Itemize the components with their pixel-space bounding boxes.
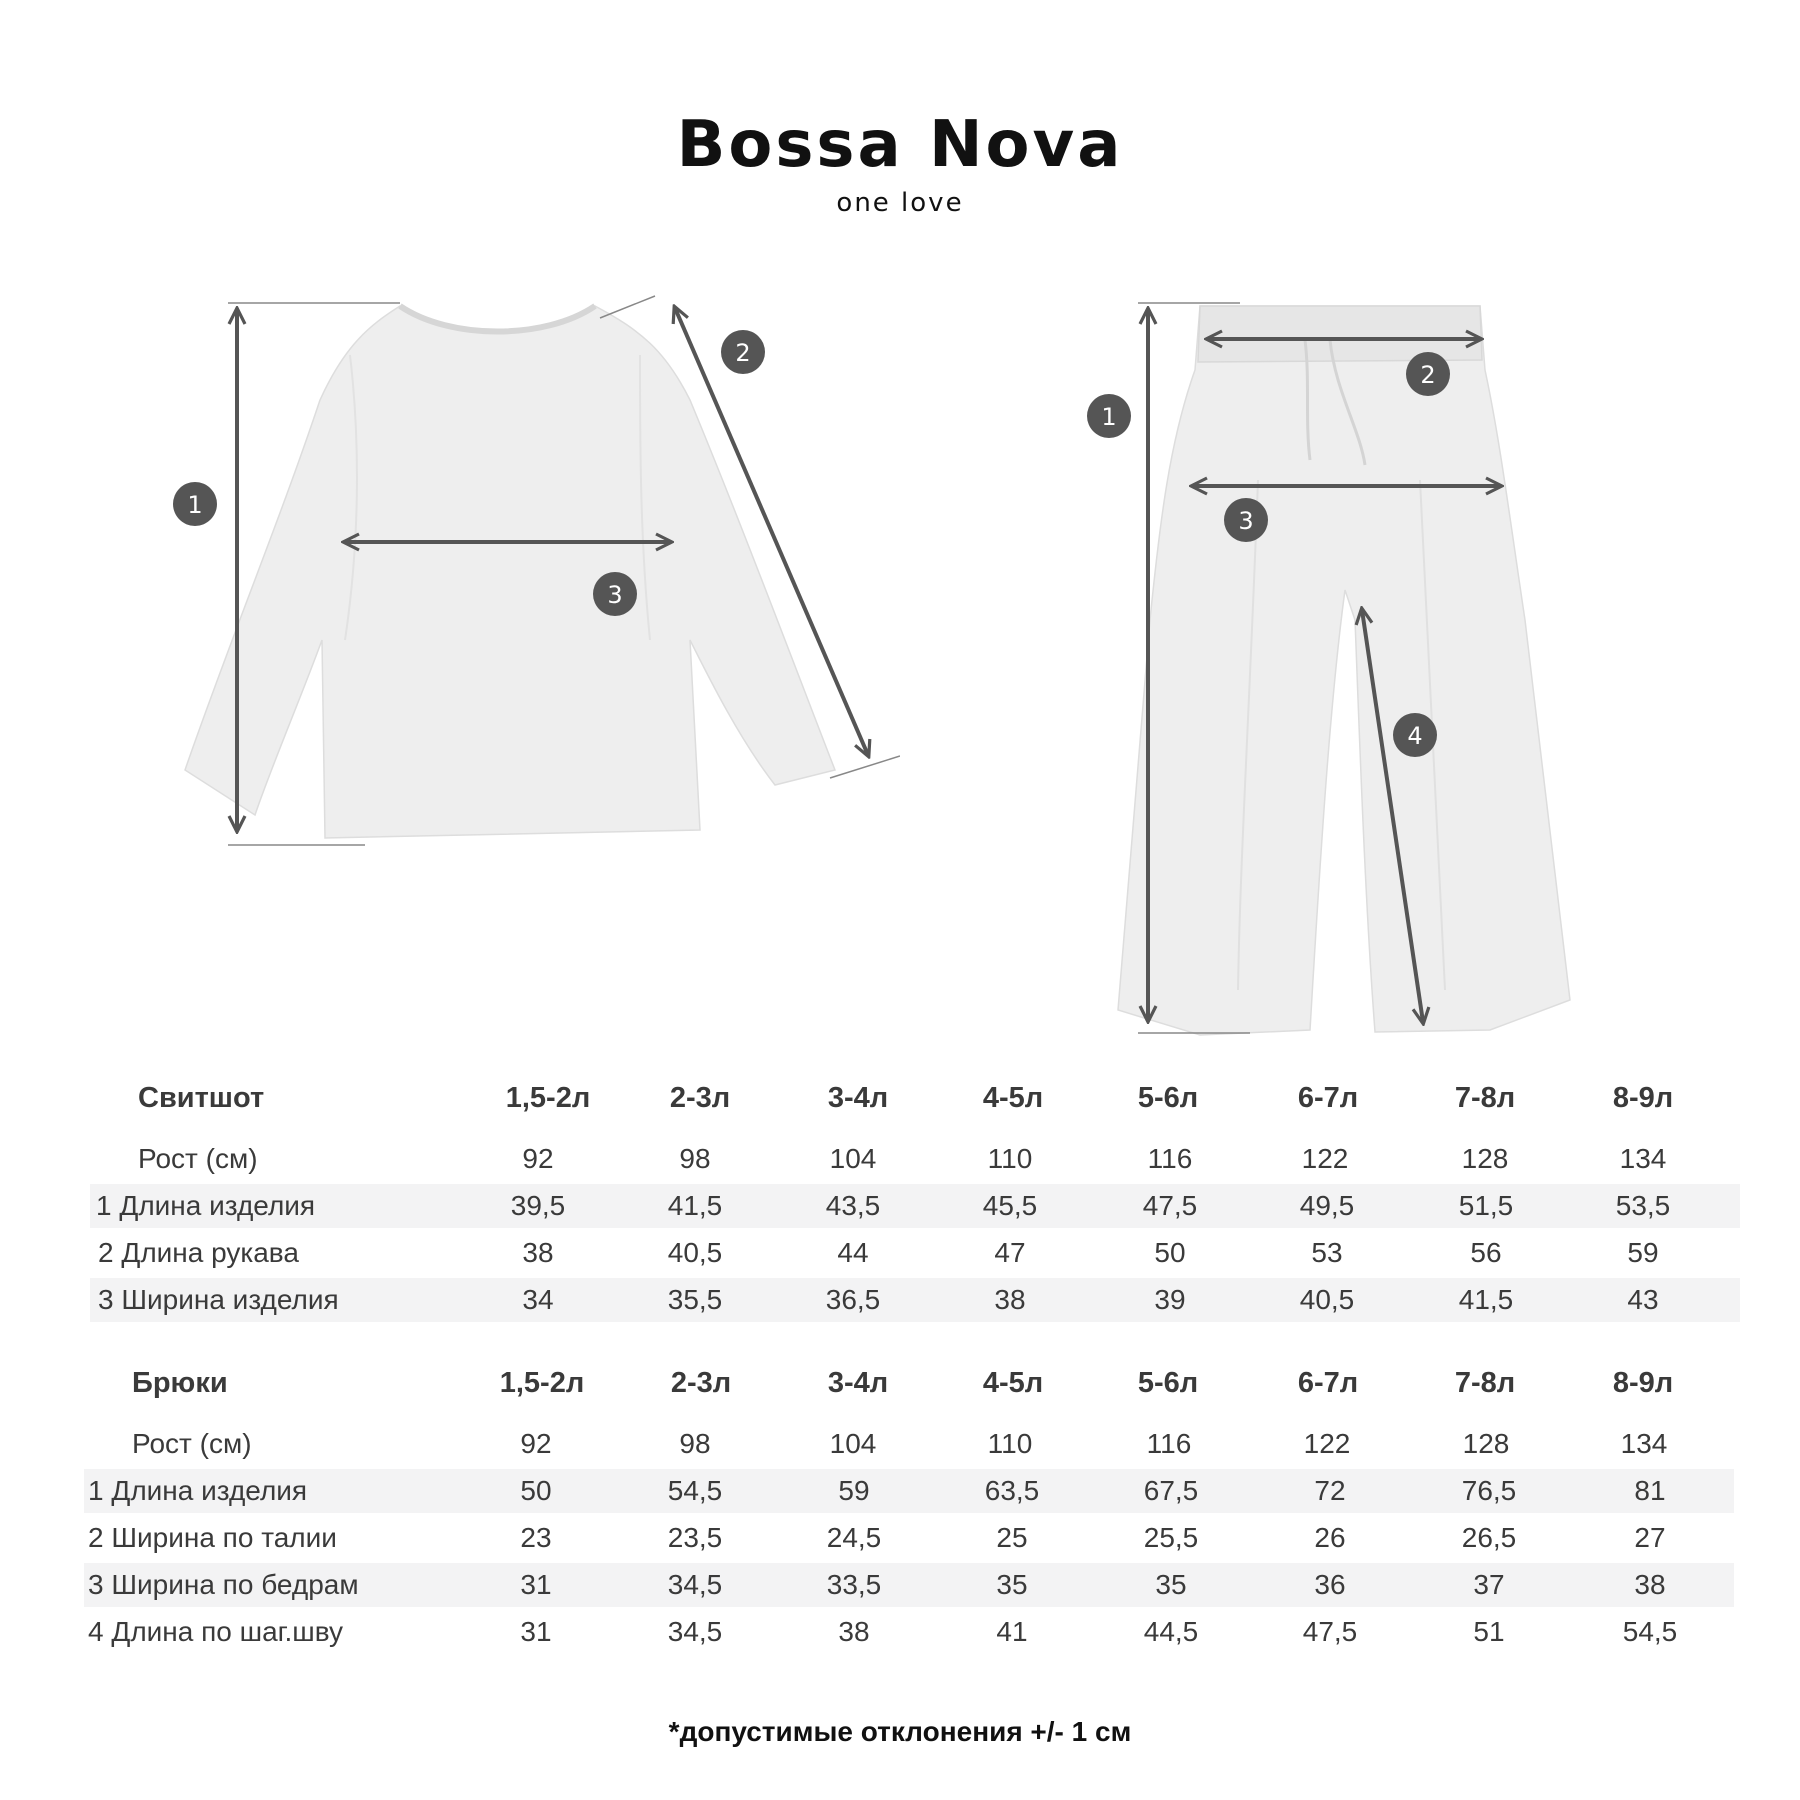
cell-value: 34,5 (667, 1616, 723, 1647)
cell-value: 128 (1461, 1143, 1509, 1174)
sweatshirt-garment (185, 306, 835, 838)
cell-value: 23 (520, 1522, 552, 1553)
size-header: 7-8л (1454, 1082, 1516, 1114)
pants-garment (1118, 306, 1570, 1035)
cell-value: 92 (522, 1143, 554, 1174)
svg-text:1: 1 (1101, 403, 1117, 431)
cell-value: 47,5 (1142, 1190, 1198, 1221)
cell-value: 53 (1311, 1237, 1343, 1268)
cell-value: 72 (1314, 1475, 1346, 1506)
cell-value: 51 (1473, 1616, 1505, 1647)
cell-value: 110 (987, 1143, 1033, 1174)
row-label: 2 Ширина по талии (88, 1522, 337, 1553)
badge-1 (1087, 394, 1131, 438)
size-header: 2-3л (670, 1367, 732, 1399)
cell-value: 44,5 (1143, 1616, 1199, 1647)
size-header: 7-8л (1454, 1367, 1516, 1399)
cell-value: 41,5 (1458, 1284, 1514, 1315)
size-header: 5-6л (1137, 1367, 1199, 1399)
cell-value: 104 (829, 1143, 877, 1174)
cell-value: 38 (994, 1284, 1026, 1315)
sweatshirt-diagram (0, 0, 900, 1040)
cell-value: 67,5 (1143, 1475, 1199, 1506)
cell-value: 34 (522, 1284, 554, 1315)
cell-value: 110 (987, 1428, 1033, 1459)
size-header: 3-4л (827, 1367, 889, 1399)
cell-value: 31 (520, 1616, 552, 1647)
badge-2 (1406, 352, 1450, 396)
cell-value: 59 (838, 1475, 870, 1506)
size-header: 2-3л (669, 1082, 731, 1114)
cell-value: 56 (1470, 1237, 1502, 1268)
size-header: 3-4л (827, 1082, 889, 1114)
table-header-row (84, 1358, 1734, 1408)
cell-value: 122 (1301, 1143, 1349, 1174)
row-label: 3 Ширина по бедрам (88, 1569, 359, 1600)
size-header: 8-9л (1612, 1082, 1674, 1114)
cell-value: 36,5 (825, 1284, 881, 1315)
cell-value: 37 (1473, 1569, 1505, 1600)
cell-value: 43,5 (825, 1190, 881, 1221)
badge-1 (173, 482, 217, 526)
cell-value: 76,5 (1461, 1475, 1517, 1506)
cell-value: 41,5 (667, 1190, 723, 1221)
cell-value: 134 (1619, 1143, 1667, 1174)
cell-value: 134 (1620, 1428, 1668, 1459)
cell-value: 116 (1147, 1143, 1193, 1174)
cell-value: 38 (1634, 1569, 1666, 1600)
row-label: 3 Ширина изделия (98, 1284, 339, 1315)
size-header: 4-5л (982, 1082, 1044, 1114)
cell-value: 25 (996, 1522, 1028, 1553)
svg-text:3: 3 (1238, 507, 1254, 535)
cell-value: 23,5 (667, 1522, 723, 1553)
cell-value: 47 (994, 1237, 1026, 1268)
table-row (84, 1563, 1734, 1607)
cell-value: 128 (1462, 1428, 1510, 1459)
svg-text:1: 1 (187, 491, 203, 519)
size-header: 1,5-2л (499, 1367, 585, 1399)
row-label: 2 Длина рукава (98, 1237, 299, 1268)
badge-3 (1224, 498, 1268, 542)
cell-value: 40,5 (1299, 1284, 1355, 1315)
table-row (90, 1228, 1740, 1278)
svg-text:2: 2 (1420, 361, 1436, 389)
cell-value: 98 (679, 1428, 711, 1459)
cell-value: 59 (1627, 1237, 1659, 1268)
size-header: 4-5л (982, 1367, 1044, 1399)
tolerance-footnote: *допустимые отклонения +/- 1 см (668, 1716, 1132, 1747)
cell-value: 36 (1314, 1569, 1346, 1600)
cell-value: 44 (837, 1237, 869, 1268)
badge-2 (721, 330, 765, 374)
cell-value: 35 (996, 1569, 1028, 1600)
svg-text:4: 4 (1407, 722, 1423, 750)
cell-value: 26 (1314, 1522, 1346, 1553)
cell-value: 50 (1154, 1237, 1186, 1268)
cell-value: 41 (996, 1616, 1028, 1647)
size-header: 1,5-2л (505, 1082, 591, 1114)
cell-value: 51,5 (1458, 1190, 1514, 1221)
sweatshirt-size-table (90, 1073, 1740, 1322)
cell-value: 63,5 (984, 1475, 1040, 1506)
cell-value: 81 (1634, 1475, 1666, 1506)
cell-value: 31 (520, 1569, 552, 1600)
brand-title: Bossa Nova (676, 108, 1124, 182)
cell-value: 122 (1303, 1428, 1351, 1459)
row-label: 1 Длина изделия (88, 1475, 308, 1506)
cell-value: 40,5 (667, 1237, 723, 1268)
svg-text:2: 2 (735, 339, 751, 367)
cell-value: 35,5 (667, 1284, 723, 1315)
size-header: 5-6л (1137, 1082, 1199, 1114)
row-label: Рост (см) (132, 1428, 252, 1459)
cell-value: 43 (1627, 1284, 1659, 1315)
cell-value: 49,5 (1299, 1190, 1355, 1221)
brand-subtitle: one love (836, 188, 964, 218)
row-label: 4 Длина по шаг.шву (88, 1616, 343, 1647)
cell-value: 45,5 (982, 1190, 1038, 1221)
size-header: 8-9л (1612, 1367, 1674, 1399)
row-label: 1 Длина изделия (96, 1190, 316, 1221)
cell-value: 33,5 (826, 1569, 882, 1600)
cell-value: 39 (1154, 1284, 1186, 1315)
cell-value: 53,5 (1615, 1190, 1671, 1221)
badge-4 (1393, 713, 1437, 757)
cell-value: 25,5 (1143, 1522, 1199, 1553)
badge-3 (593, 572, 637, 616)
table-row (90, 1134, 1740, 1184)
size-header: 6-7л (1297, 1082, 1359, 1114)
cell-value: 38 (522, 1237, 554, 1268)
pants-diagram (900, 0, 1800, 1040)
table-title: Свитшот (138, 1082, 265, 1114)
cell-value: 54,5 (667, 1475, 723, 1506)
table-header-row (90, 1073, 1740, 1123)
table-row (84, 1469, 1734, 1513)
cell-value: 26,5 (1461, 1522, 1517, 1553)
cell-value: 104 (829, 1428, 877, 1459)
size-header: 6-7л (1297, 1367, 1359, 1399)
cell-value: 27 (1634, 1522, 1666, 1553)
cell-value: 54,5 (1622, 1616, 1678, 1647)
cell-value: 34,5 (667, 1569, 723, 1600)
table-row (90, 1278, 1740, 1322)
cell-value: 24,5 (826, 1522, 882, 1553)
cell-value: 116 (1146, 1428, 1192, 1459)
table-row (84, 1607, 1734, 1657)
cell-value: 98 (679, 1143, 711, 1174)
cell-value: 38 (838, 1616, 870, 1647)
cell-value: 47,5 (1302, 1616, 1358, 1647)
cell-value: 50 (520, 1475, 552, 1506)
table-row (84, 1419, 1734, 1469)
row-label: Рост (см) (138, 1143, 258, 1174)
cell-value: 39,5 (510, 1190, 566, 1221)
table-title: Брюки (132, 1367, 228, 1399)
table-row (90, 1184, 1740, 1228)
svg-text:3: 3 (607, 581, 623, 609)
cell-value: 92 (520, 1428, 552, 1459)
table-row (84, 1513, 1734, 1563)
cell-value: 35 (1155, 1569, 1187, 1600)
pants-size-table (84, 1358, 1734, 1657)
